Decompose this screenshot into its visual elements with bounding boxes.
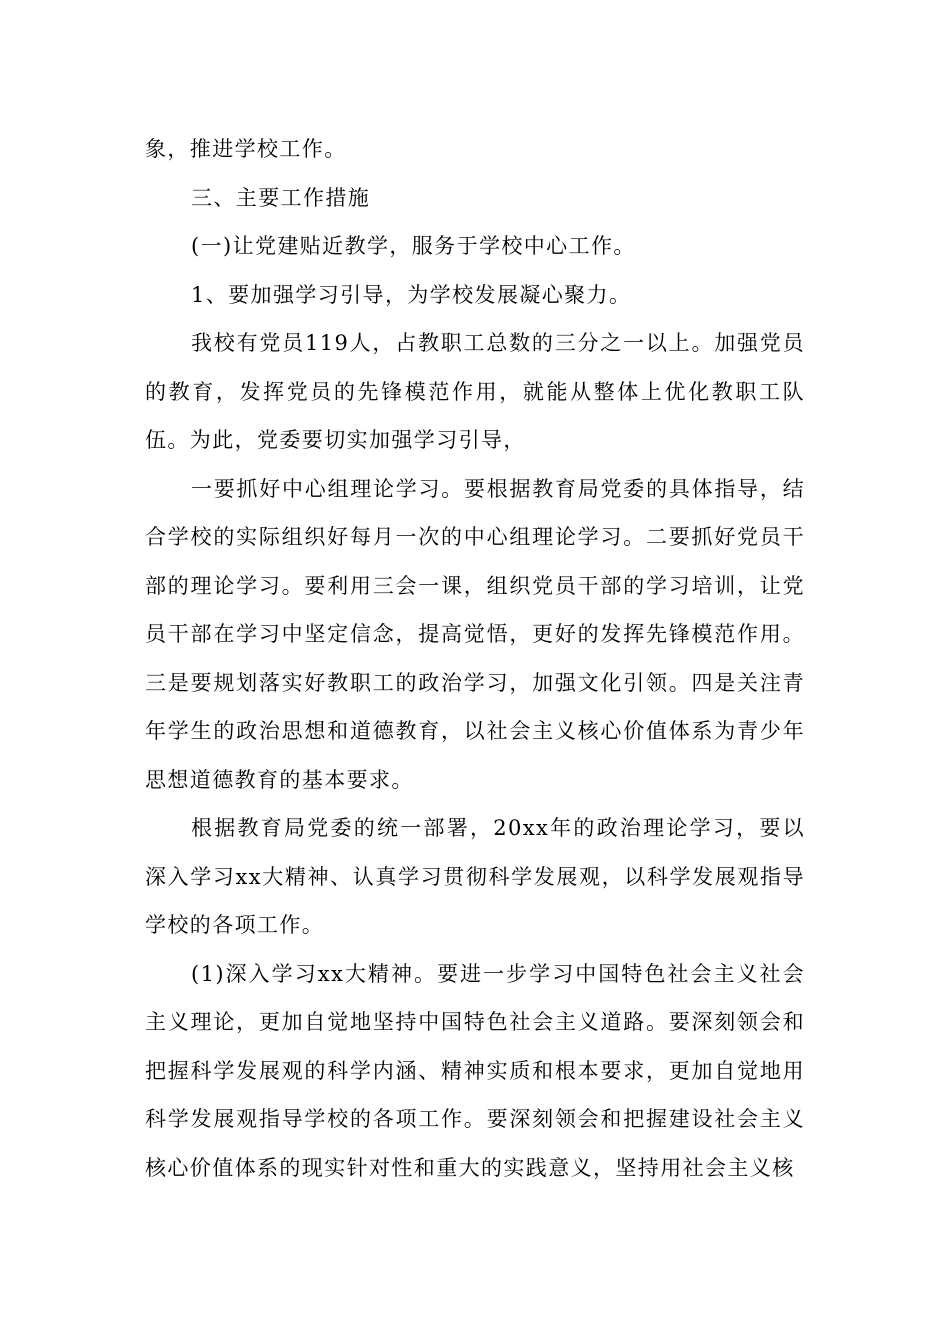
body-paragraph: 一要抓好中心组理论学习。要根据教育局党委的具体指导，结合学校的实际组织好每月一次的中心组理论学习。二要抓好党员干部的理论学习。要利用三会一课，组织党员干部的学习培训，让党员干部在学习中坚定信念，提高觉悟，更好的发挥先锋模范作用。三是要规划落实好教职工的政治学习，加强文化引领。四是关注青年学生的政治思想和道德教育，以社会主义核心价值体系为青少年思想道德教育的基本要求。 bbox=[145, 476, 805, 792]
body-paragraph: 我校有党员119人，占教职工总数的三分之一以上。加强党员的教育，发挥党员的先锋模范作用，就能从整体上优化教职工队伍。为此，党委要切实加强学习引导， bbox=[145, 331, 805, 452]
body-paragraph: 根据教育局党委的统一部署，20xx年的政治理论学习，要以深入学习xx大精神、认真学习贯彻科学发展观，以科学发展观指导学校的各项工作。 bbox=[145, 816, 805, 937]
item-heading: 1、要加强学习引导，为学校发展凝心聚力。 bbox=[191, 282, 632, 307]
body-paragraph: (1)深入学习xx大精神。要进一步学习中国特色社会主义社会主义理论，更加自觉地坚持中国特色社会主义道路。要深刻领会和把握科学发展观的科学内涵、精神实质和根本要求，更加自觉地用科学发展观指导学校的各项工作。要深刻领会和把握建设社会主义核心价值体系的现实针对性和重大的实践意义，坚持用社会主义核 bbox=[145, 961, 805, 1180]
section-heading: 三、主要工作措施 bbox=[191, 185, 371, 210]
document-page bbox=[145, 125, 805, 1192]
subsection-heading: (一)让党建贴近教学，服务于学校中心工作。 bbox=[191, 234, 636, 258]
paragraph-continuation: 象，推进学校工作。 bbox=[145, 137, 347, 161]
